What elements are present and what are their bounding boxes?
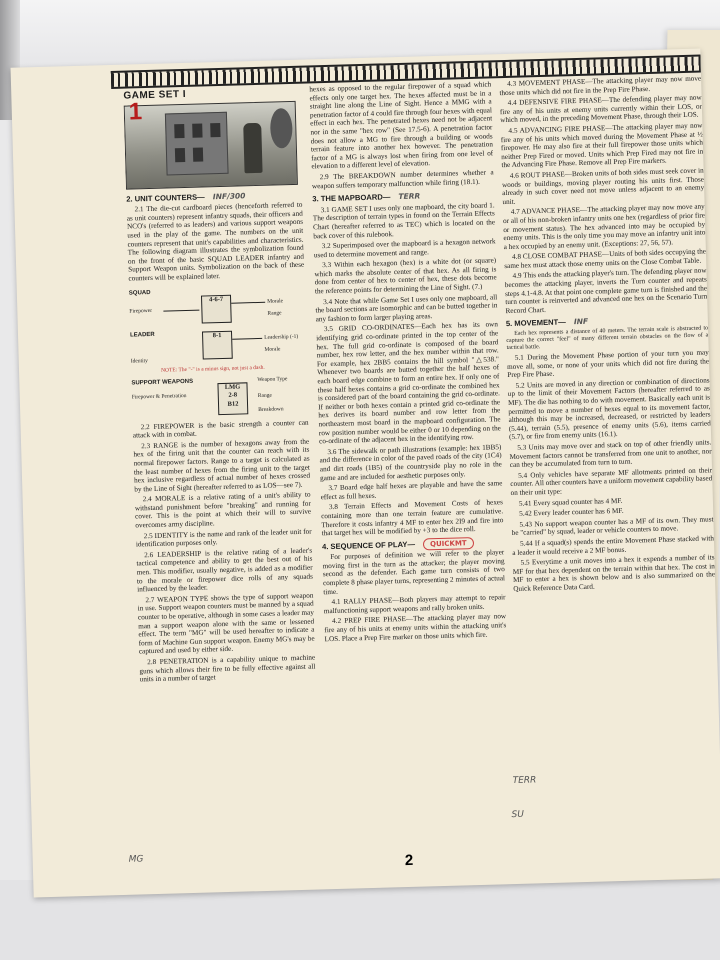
diagram-leader-line xyxy=(163,309,199,311)
para-4-1: 4.1 RALLY PHASE—Both players may attempt to repair malfunctioning support weapons and rally broken units. xyxy=(323,593,506,616)
para-4-4: 4.4 DEFENSIVE FIRE PHASE—The defending player may now fire any of his units at enemy units currently within their LOS, or which moved, in the preceding Movement Phase, through their LOS. xyxy=(499,93,703,125)
para-4-8: 4.8 CLOSE COMBAT PHASE—Units of both sides occupying the same hex must attack those enemy units on the Close Combat Table. xyxy=(504,247,707,270)
game-set-title: GAME SET I xyxy=(123,88,187,102)
margin-note-mid: TERR xyxy=(512,775,537,787)
photo-soldier xyxy=(243,122,262,172)
counter-diagram xyxy=(129,282,309,419)
para-3-3: 3.3 Within each hexagon (hex) is a white dot (or square) which marks the absolute center of that hex. As all firing is done from center of hex to center of hex, these dots become the reference points for determining the Line of Sight. (7.) xyxy=(314,256,497,296)
leader-counter xyxy=(202,330,233,359)
diagram-firepower-label: Firepower xyxy=(129,307,153,315)
para-5-2: 5.2 Units are moved in any direction or combination of directions up to the limit of their Movement Factors (hereafter referred to as MF). The die has nothing to do with movement. Basically each unit is permitted to move a number of hexes equal to its movement factor, although this may be increased, decreased, or restricted by leaders (5.44), terrain (5.5), presence of enemy units (5.6), items carried (5.7), or fire from enemy units (16.1). xyxy=(507,376,711,442)
diagram-fp-pen-label: Firepower & Penetration xyxy=(131,392,187,401)
diagram-identity-label: Identity xyxy=(130,357,148,365)
para-4-3: 4.3 MOVEMENT PHASE—The attacking player may now move those units which did not fire in the Prep Fire Phase. xyxy=(499,74,702,97)
para-2-9: 2.9 The BREAKDOWN number determines whether a weapon suffers temporary malfunction while firing (18.1). xyxy=(311,168,494,190)
para-3-2: 3.2 Superimposed over the mapboard is a hexagon network used to determine movement and range. xyxy=(313,237,496,260)
handwritten-note: INF/300 xyxy=(212,190,246,201)
para-4-5: 4.5 ADVANCING FIRE PHASE—The attacking player may now fire any of his units which moved during the Movement Phase at ½ firepower. He may also fire at their full firepower those units which neither Prep Fired or moved. Units which Prep Fired may not fire in the Advancing Fire Phase. Remove all Prep Fire markers. xyxy=(500,121,704,170)
section-5-title: 5. MOVEMENT— xyxy=(505,317,566,329)
leader-counter-values: 8-1 xyxy=(212,331,222,339)
para-3-1: 3.1 GAME SET I uses only one mapboard, the city board 1. The description of terrain types in found on the Terrain Effects Chart (hereafter referred to as TEC) which is located on the back cover of this rulebook. xyxy=(312,201,496,240)
para-4-0: For purposes of definition we will refer to the player moving first in the turn as the attacker; the player moving second as the defender. Each game turn consists of two complete 8 phase player turns, representing 2 minutes of actual time. xyxy=(322,548,506,596)
diagram-squad-label: SQUAD xyxy=(128,289,151,297)
para-5-5: 5.5 Everytime a unit moves into a hex it expends a number of its MF for that hex dependent on the terrain within that hex. The cost in MF to enter a hex is shown below and is also summarized on the Quick Reference Data Card. xyxy=(512,553,716,593)
section-2-title: 2. UNIT COUNTERS— xyxy=(126,192,205,204)
page-number: 2 xyxy=(404,851,414,870)
diagram-breakdown-label: Breakdown xyxy=(258,405,284,413)
illustration-photo xyxy=(124,97,298,189)
para-2-6: 2.6 LEADERSHIP is the relative rating of a leader's tactical competence and ability to get the best out of his men. This modifier, usually negative, is added as a modifier to the morale or firepower dice rolls of any squads influenced by the leader. xyxy=(136,546,313,594)
diagram-note: NOTE: The "-" is a minus sign, not just a dash. xyxy=(160,364,265,374)
sw-breakdown: B12 xyxy=(227,400,239,408)
diagram-morale-label: Morale xyxy=(267,297,284,305)
para-2-7: 2.7 WEAPON TYPE shows the type of support weapon in use. Support weapon counters must be manned by a squad counter to be operative, although in some cases a leader may man a support weapon alone with the same or lessened effect. The term "MG" will be used hereafter to indicate a form of Machine Gun support weapon. Enemy MG's may be captured and used by either side. xyxy=(137,591,315,656)
para-5-41: 5.41 Every squad counter has 4 MF. xyxy=(518,496,623,508)
diagram-range-label: Range xyxy=(257,392,272,399)
section-3-title: 3. THE MAPBOARD— xyxy=(312,192,391,204)
sw-type: LMG xyxy=(224,383,241,391)
photo-building xyxy=(165,111,229,175)
para-2-5: 2.5 IDENTITY is the name and rank of the leader unit for identification purposes only. xyxy=(135,527,312,549)
diagram-leadership-label: Leadership (-1) xyxy=(264,333,299,341)
diagram-leader-line xyxy=(231,301,265,303)
support-weapon-counter xyxy=(217,382,248,415)
para-2-1: 2.1 The die-cut cardboard pieces (henceforth referred to as unit counters) represent infantry squads, their officers and NCO's (referred to as leaders) and various support weapons used in the play of the game. The numbers on the unit counters represent that unit's capabilities and characteristics. The following diagram illustrates the symbolization found on the front of the basic SQUAD LEADER infantry and Support Weapon units. Symbolization on the back of these counters will be explained later. xyxy=(126,200,305,283)
para-5-intro: Each hex represents a distance of 40 meters. The terrain scale is abstracted to capture the correct "feel" of many different terrain obstacles on the flow of a tactical battle. xyxy=(506,325,709,352)
para-2-8-cont: hexes as opposed to the regular firepower of a squad which effects only one target hex. The hexes affected must be in a straight line along the Line of Sight. Hence a MMG with a penetration factor of 4 could fire through four hexes with equal effect in each hex. The penetrated hexes need not be adjacent nor in the same "hex row" (See 17.5-6). A penetration factor does not allow a MG to fire through a building or woods terrain feature into another hex however. The penetration factor of a MG is always lost when firing from one level of elevation to a different level of elevation. xyxy=(309,80,494,171)
diagram-weapon-type-label: Weapon Type xyxy=(257,375,288,383)
para-4-7: 4.7 ADVANCE PHASE—The attacking player may now move any or all of his non-broken infantry units one hex (regardless of prior fire or movement status). The hex advanced into may be occupied by enemy units. This is the only time you may move an infantry unit into a hex occupied by an enemy unit. (Exceptions: 27, 56, 57). xyxy=(502,202,706,251)
para-4-2: 4.2 PREP FIRE PHASE—The attacking player may now fire any of his units at enemy units within the attacking unit's LOS. Place a Prep Fire marker on those units which fire. xyxy=(324,612,507,643)
column-1 xyxy=(123,86,320,855)
diagram-range-label: Range xyxy=(267,309,282,317)
diagram-support-label: SUPPORT WEAPONS xyxy=(131,378,194,387)
para-2-4: 2.4 MORALE is a relative rating of a unit's ability to withstand punishment before "breaking" and running for cover. This is the point at which their will to survive overcomes army discipline. xyxy=(134,490,312,530)
para-5-1: 5.1 During the Movement Phase portion of your turn you may move all, some, or none of your units which did not fire during the Prep Fire Phase. xyxy=(506,348,710,380)
diagram-morale-label: Morale xyxy=(264,345,281,353)
squad-counter-values: 4-6-7 xyxy=(208,295,224,303)
sw-fp: 2-8 xyxy=(228,391,238,399)
para-5-4: 5.4 Only vehicles have separate MF allotments printed on their counter. All other counters have a uniform movement capability based on their unit type: xyxy=(510,466,713,497)
photo-tree xyxy=(270,108,293,149)
para-5-42: 5.42 Every leader counter has 6 MF. xyxy=(519,506,624,518)
rulebook-page xyxy=(11,49,720,898)
para-5-43: 5.43 No support weapon counter has a MF of its own. They must be "carried" by squad, leader or vehicle counters to move. xyxy=(511,515,714,538)
para-2-3: 2.3 RANGE is the number of hexagons away from the hex of the firing unit that the counter can reach with its normal firepower factors. Range to a target is calculated as the least number of hexes from the firing unit to the target hex inclusive regardless of actual number of hexes crossed by the Line of Sight (hereafter referred to as LOS—see 7). xyxy=(133,437,311,494)
handwritten-note: TERR xyxy=(398,191,421,202)
para-3-5: 3.5 GRID CO-ORDINATES—Each hex has its own identifying grid co-ordinate printed in the top center of the hex. The full grid co-ordinate is composed of the board number, hex row letter, and the hex number within that row. For example, hex 2BB5 contains the hill symbol "△538." Whenever two boards are butted together the half hexes of each board edge combine to form an entire hex. If only one of these half hexes contains a grid co-ordinate the combined hex is considered part of the board containing the grid co-ordinate. If neither or both hexes contain a printed grid co-ordinate the hex derives its board number and row letter from the northeastern most board in the mapboard configuration. The row position number would be either 0 or 10 depending on the co-ordinate of the adjacent hex in the identifying row. xyxy=(316,320,501,446)
para-4-6: 4.6 ROUT PHASE—Broken units of both sides must seek cover in woods or buildings, moving player routing his units first. Those already in such cover need not move unless adjacent to an enemy unit. xyxy=(501,166,705,206)
para-5-3: 5.3 Units may move over and stack on top of other friendly units. Movement factors cannot be transferred from one unit to another, nor can they be accumulated from turn to turn. xyxy=(509,438,712,470)
margin-note-right: SU xyxy=(511,809,525,821)
para-3-8: 3.8 Terrain Effects and Movement Costs of hexes containing more than one terrain feature are cumulative. Therefore it costs infantry 4 MF to enter hex 2I9 and fire into that target hex will be modified by +3 to the dice roll. xyxy=(321,498,504,538)
squad-counter xyxy=(201,294,232,323)
handwritten-note: INF xyxy=(573,317,589,327)
photo-number: 1 xyxy=(128,97,143,126)
column-3 xyxy=(499,75,720,844)
section-4-title: 4. SEQUENCE OF PLAY— xyxy=(321,539,416,551)
para-2-2: 2.2 FIREPOWER is the basic strength a counter can attack with in combat. xyxy=(132,418,309,440)
margin-note-left: MG xyxy=(128,854,144,865)
para-3-4: 3.4 Note that while Game Set I uses only one mapboard, all the board sections are isomorphic and can be butted together in any fashion to form larger playing areas. xyxy=(315,292,498,324)
column-2 xyxy=(309,80,512,849)
para-5-44: 5.44 If a squad(s) spends the entire Movement Phase stacked with a leader it would receive a 2 MF bonus. xyxy=(512,534,715,557)
para-3-6: 3.6 The sidewalk or path illustrations (example: hex 1BB5) and the difference in color of the paved roads of the city (1C4) and dirt roads (1B5) of the countryside play no role in the game and are included for aesthetic purposes only. xyxy=(319,442,502,482)
para-2-8: 2.8 PENETRATION is a capability unique to machine guns which allows their fire to be fully effective against all units in a number of target xyxy=(139,653,316,684)
para-4-9: 4.9 This ends the attacking player's turn. The defending player now becomes the attacking player, inverts the Turn counter and repeats steps 4.1-4.8. At that point one complete game turn is finished and the turn counter is reinverted and advanced one hex on the Scenario Turn Record Chart. xyxy=(504,266,708,315)
diagram-leader-label: LEADER xyxy=(129,331,155,339)
handwritten-note: QUICKMT xyxy=(423,537,474,550)
diagram-leader-line xyxy=(232,337,262,339)
para-3-7: 3.7 Board edge half hexes are playable and have the same effect as full hexes. xyxy=(320,479,503,502)
